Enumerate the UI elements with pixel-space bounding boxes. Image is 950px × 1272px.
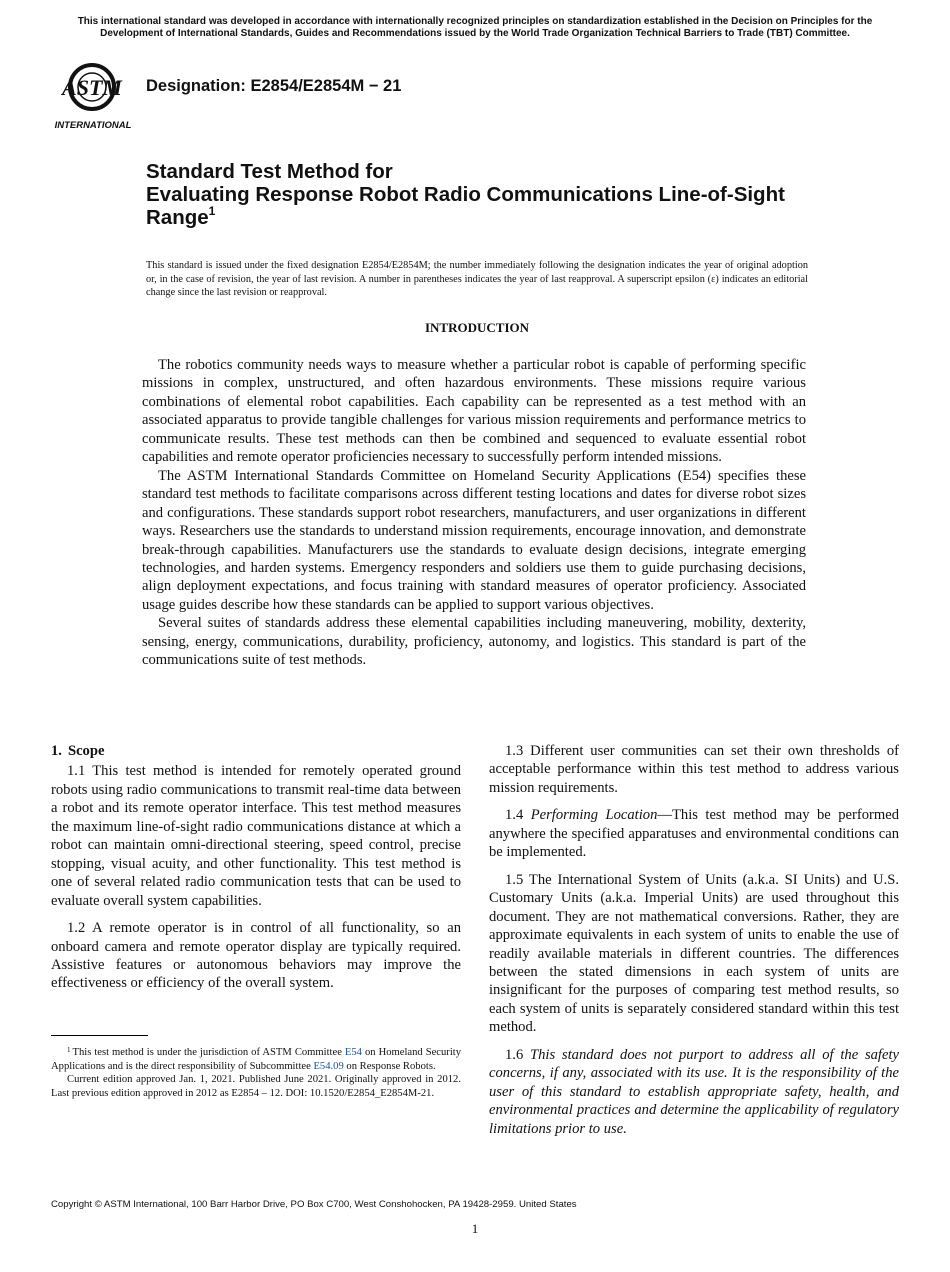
intro-paragraph: The robotics community needs ways to measure whether a particular robot is capable of performing specific missions in complex, unstructured, and often hazardous environments. These missions require various combinations of elemental robot capabilities. Each capability can be represented as a test method with an associated apparatus to provide tangible challenges for various mission requirements and performance metrics to communicate results. These test methods can then be combined and sequenced to evaluate essential robot capabilities and remote operator proficiencies necessary to successfully perform intended missions. [142, 357, 806, 466]
designation: Designation: E2854/E2854M − 21 [146, 77, 402, 95]
introduction-text [142, 356, 806, 670]
astm-logo-icon [52, 58, 134, 132]
paragraph-1-5: 1.5 The International System of Units (a.k.a. SI Units) and U.S. Customary Units (a.k.a. Imperial Units) are used throughout this document. They are not mathematical conversions. Rather, they are approximate equivalents in each system of units to enable the use of readily available materials in different countries. The differences between the stated dimensions in each system of units are insignificant for the purposes of comparing test method results, so each system of units is separately considered standard within this test method. [489, 871, 899, 1036]
paragraph-1-6: 1.6 This standard does not purport to address all of the safety concerns, if any, associated with its use. It is the responsibility of the user of this standard to establish appropriate safety, health, and environmental practices and determine the applicability of regulatory limitations prior to use. [489, 1046, 899, 1137]
issued-note: This standard is issued under the fixed designation E2854/E2854M; the number immediately following the designation indicates the year of original adoption or, in the case of revision, the year of last revision. A number in parentheses indicates the year of last reapproval. A superscript epsilon (ε) indicates an editorial change since the last revision or reapproval. [146, 260, 808, 298]
wto-notice: This international standard was developed in accordance with internationally recognized principles on standardization established in the Decision on Principles for the Development of International Standards, Guides and Recommendations issued by the World Trade Organization Technical Barriers to Trade (TBT) Committee. [77, 16, 873, 39]
copyright: Copyright © ASTM International, 100 Barr Harbor Drive, PO Box C700, West Conshohocken, PA 19428-2959. United States [51, 1199, 577, 1210]
title-footnote-mark: 1 [208, 204, 216, 218]
column-left [51, 742, 461, 1002]
logo-letters: ASTM [62, 75, 122, 100]
paragraph-1-1: 1.1 This test method is intended for remotely operated ground robots using radio communications to transmit real-time data between a robot and its remote operator interface. This test method measures the maximum line-of-sight radio communications distance at which a robot can maintain omni-directional steering, speed control, precise stopping, visual acuity, and other functionality. This test method is one of several related radio communication tests that can be used to evaluate overall system capabilities. [51, 763, 461, 909]
footnote-divider [51, 1035, 148, 1036]
paragraph-1-4: 1.4 Performing Location—This test method may be performed anywhere the specified apparatuses and environmental conditions can be implemented. [489, 807, 899, 861]
document-title [146, 160, 826, 229]
link-e54[interactable]: E54 [344, 1047, 362, 1058]
page-number: 1 [471, 1221, 479, 1236]
paragraph-1-3: 1.3 Different user communities can set their own thresholds of acceptable performance within this test method to address various mission requirements. [489, 743, 899, 796]
intro-paragraph: The ASTM International Standards Committee on Homeland Security Applications (E54) specifies these standard test methods to facilitate comparisons across different testing locations and dates for diverse robot sizes and configurations. These standards support robot researchers, manufacturers, and user organizations in different ways. Researchers use the standards to understand mission requirements, encourage innovation, and demonstrate break-through capabilities. Manufacturers use the standards to evaluate design decisions, integrate emerging technologies, and harden systems. Emergency responders and soldiers use them to guide purchasing decisions, align deployment expectations, and focus training with standard measures of operator proficiency. Associated usage guides describe how these standards can be applied to support various objectives. [142, 467, 806, 613]
logo-text: INTERNATIONAL [54, 120, 132, 131]
footnote [51, 1046, 461, 1100]
intro-paragraph: Several suites of standards address these elemental capabilities including maneuvering, mobility, dexterity, sensing, energy, communications, durability, proficiency, autonomy, and logistics. This standard is part of the communications suite of test methods. [142, 615, 806, 669]
column-right [489, 742, 899, 1147]
footnote-jurisdiction: $^1$ This test method is under the jurisdiction of ASTM Committee E54 on Homeland Security Applications and is the direct responsibility of Subcommittee E54.09 on Response Robots. [51, 1046, 461, 1072]
paragraph-1-2: 1.2 A remote operator is in control of all functionality, so an onboard camera and remote operator display are typically required. Assistive features or autonomous behaviors may improve the effectiveness or efficiency of the overall system. [51, 920, 461, 992]
title-line-1: Standard Test Method for [146, 160, 393, 183]
link-e54-09[interactable]: E54.09 [313, 1060, 344, 1072]
section-heading-scope: 1. Scope [51, 743, 105, 759]
footnote-edition: Current edition approved Jan. 1, 2021. Published June 2021. Originally approved in 2012. Last previous edition approved in 2012 as E2854 – 12. DOI: 10.1520/E2854_E2854M-21. [51, 1074, 461, 1099]
introduction-heading: INTRODUCTION [424, 320, 529, 335]
title-line-2: Evaluating Response Robot Radio Communications Line-of-Sight Range$^1$ [146, 183, 785, 229]
